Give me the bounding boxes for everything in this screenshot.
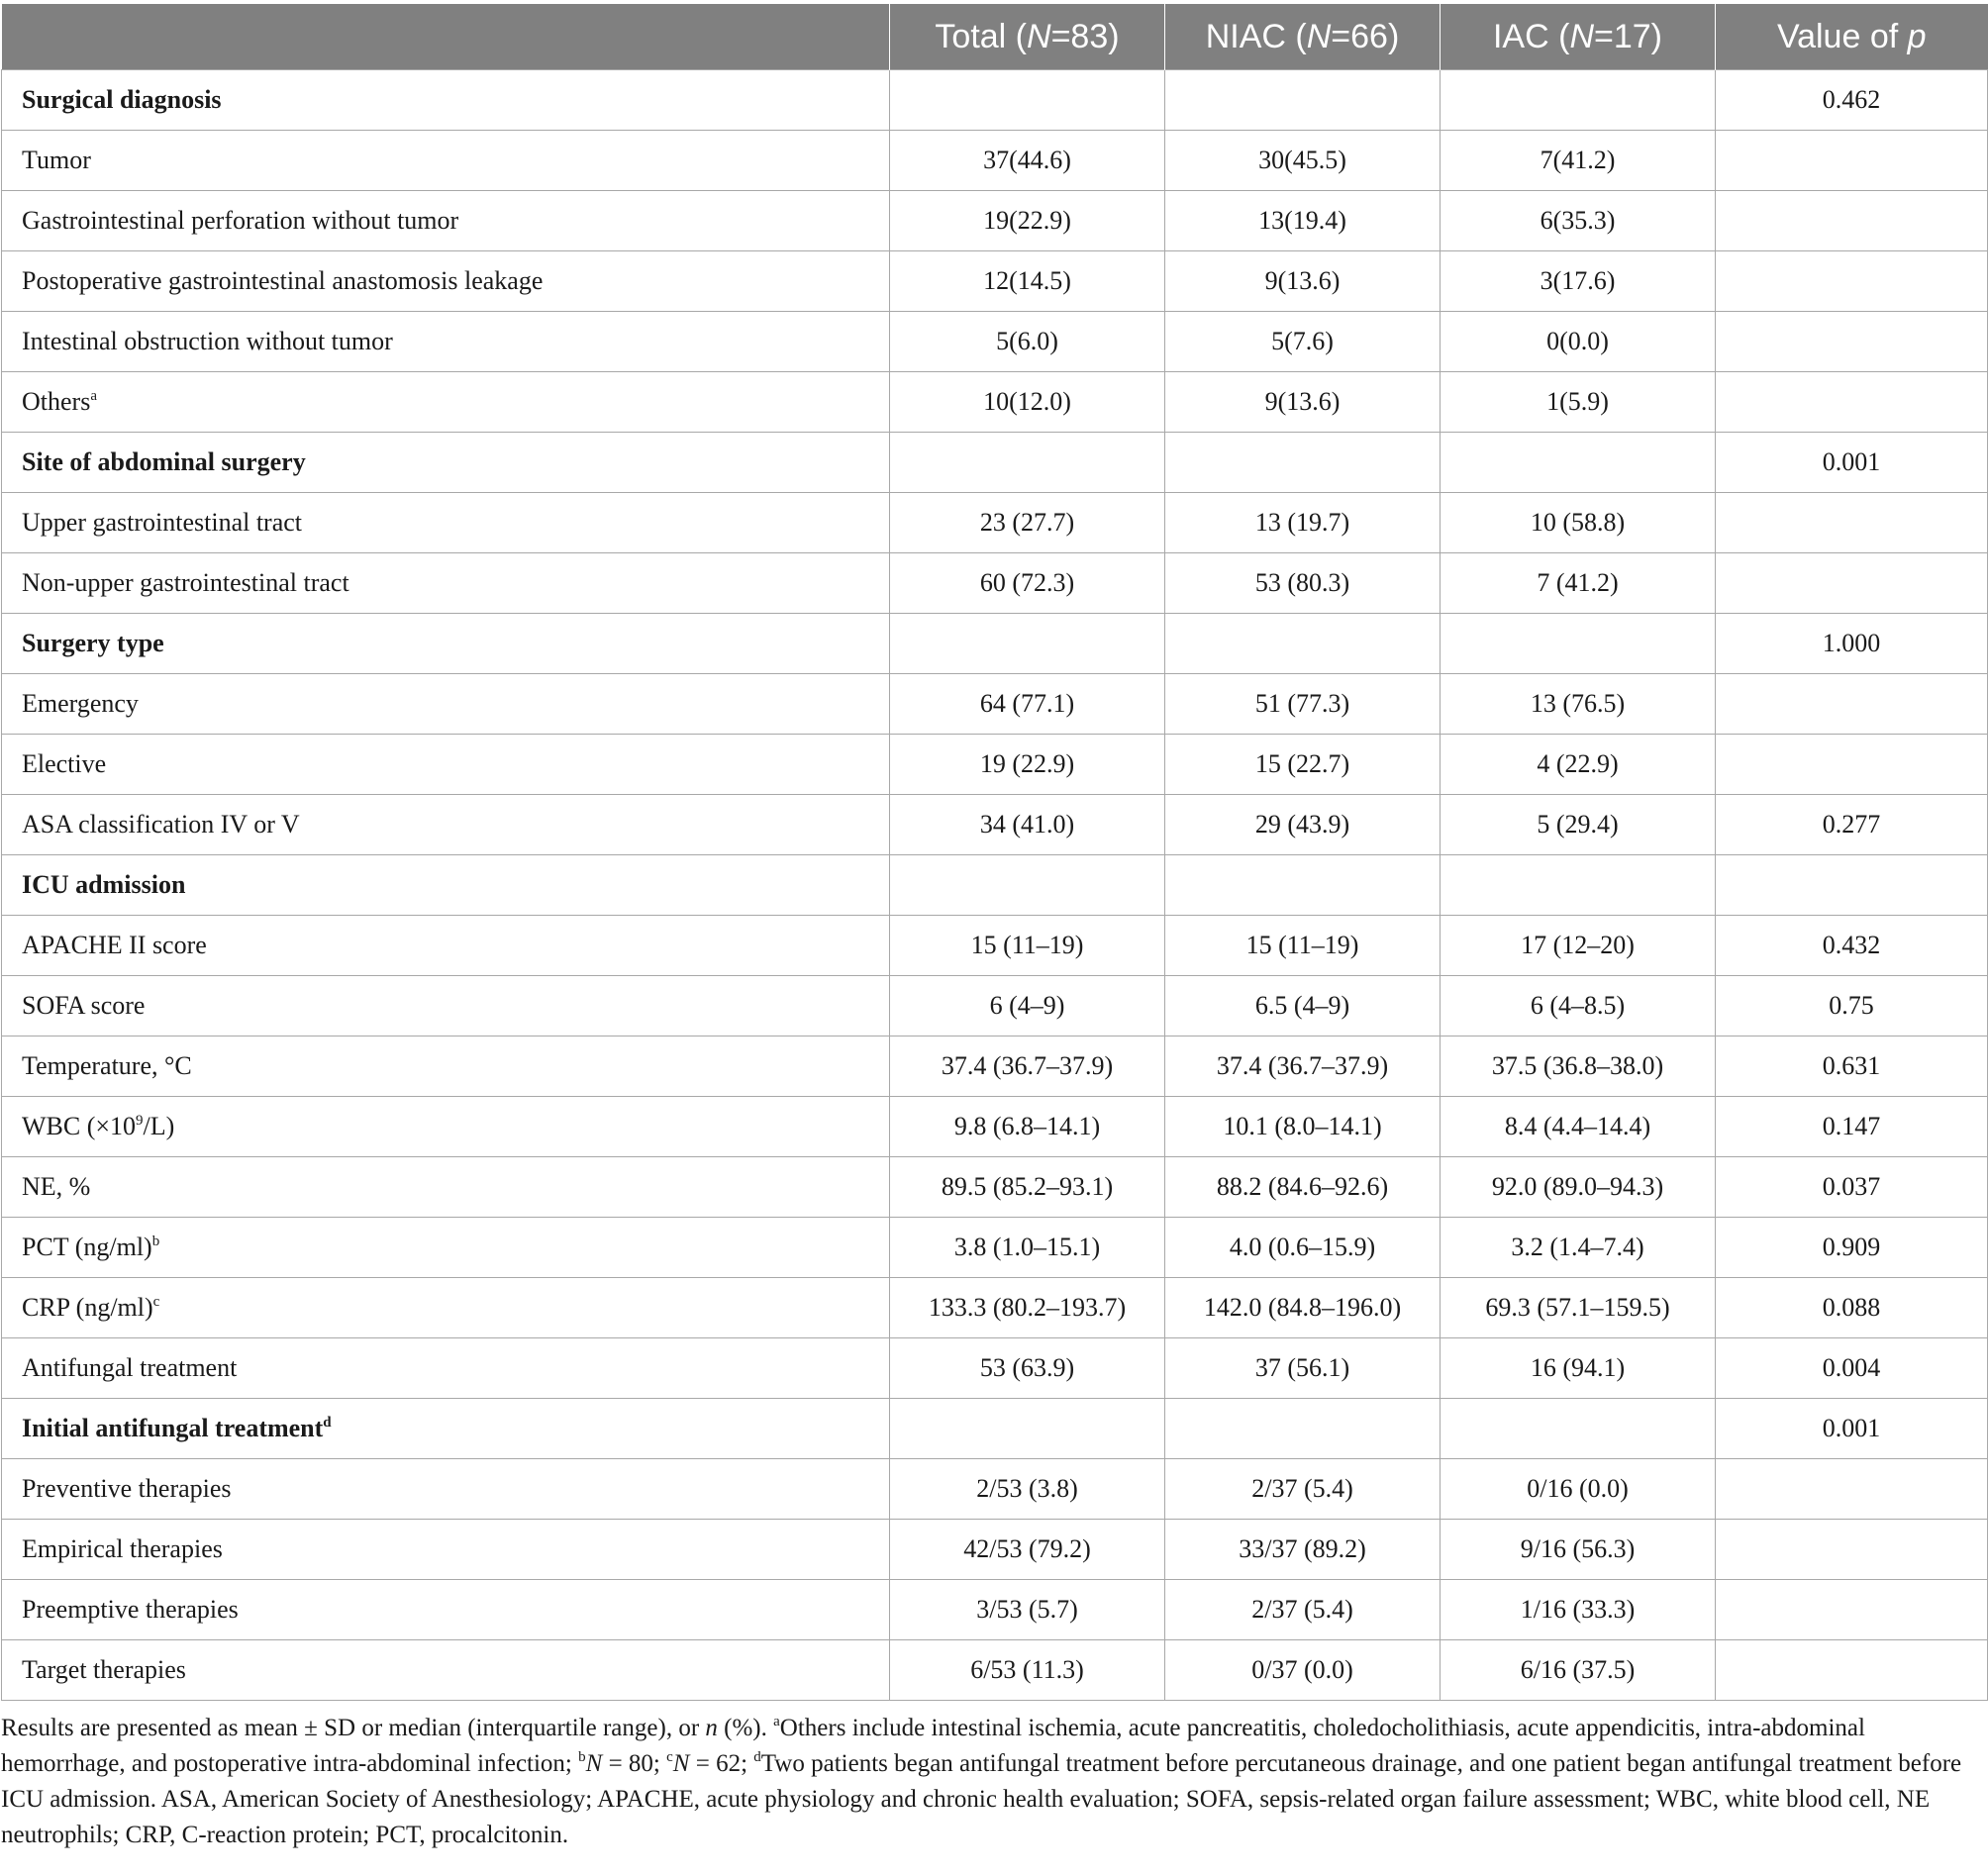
cell-total: [890, 433, 1165, 493]
table-row: [2, 553, 1988, 614]
cell-iac: 5 (29.4): [1441, 795, 1716, 855]
table-row: [2, 674, 1988, 735]
row-label: NE, %: [2, 1157, 890, 1218]
cell-p-value: [1716, 1640, 1988, 1701]
cell-p-value: [1716, 1520, 1988, 1580]
table-row: [2, 251, 1988, 312]
cell-iac: 7(41.2): [1441, 131, 1716, 191]
cell-iac: 17 (12–20): [1441, 916, 1716, 976]
table-row: [2, 1218, 1988, 1278]
table-row: [2, 1640, 1988, 1701]
table-row: [2, 312, 1988, 372]
cell-total: 6/53 (11.3): [890, 1640, 1165, 1701]
cell-p-value: [1716, 553, 1988, 614]
row-label: Site of abdominal surgery: [2, 433, 890, 493]
cell-iac: 6/16 (37.5): [1441, 1640, 1716, 1701]
cell-p-value: 0.75: [1716, 976, 1988, 1037]
cell-niac: 9(13.6): [1165, 251, 1441, 312]
cell-niac: 33/37 (89.2): [1165, 1520, 1441, 1580]
row-label: APACHE II score: [2, 916, 890, 976]
cell-niac: 37.4 (36.7–37.9): [1165, 1037, 1441, 1097]
cell-total: 9.8 (6.8–14.1): [890, 1097, 1165, 1157]
table-row: [2, 1459, 1988, 1520]
table-row: [2, 1580, 1988, 1640]
cell-total: 12(14.5): [890, 251, 1165, 312]
cell-iac: 1(5.9): [1441, 372, 1716, 433]
table-row: [2, 1037, 1988, 1097]
cell-total: 42/53 (79.2): [890, 1520, 1165, 1580]
cell-p-value: [1716, 251, 1988, 312]
cell-p-value: 1.000: [1716, 614, 1988, 674]
cell-p-value: [1716, 674, 1988, 735]
cell-total: 10(12.0): [890, 372, 1165, 433]
cell-p-value: 0.001: [1716, 433, 1988, 493]
cell-niac: 13(19.4): [1165, 191, 1441, 251]
cell-niac: [1165, 1399, 1441, 1459]
table-row: [2, 1520, 1988, 1580]
cell-p-value: 0.909: [1716, 1218, 1988, 1278]
cell-iac: 13 (76.5): [1441, 674, 1716, 735]
table-row: [2, 191, 1988, 251]
cell-p-value: 0.277: [1716, 795, 1988, 855]
cell-niac: 13 (19.7): [1165, 493, 1441, 553]
footnote-marker: b: [151, 1234, 160, 1249]
row-label: ICU admission: [2, 855, 890, 916]
cell-niac: 37 (56.1): [1165, 1338, 1441, 1399]
cell-total: 64 (77.1): [890, 674, 1165, 735]
cell-total: 53 (63.9): [890, 1338, 1165, 1399]
cell-niac: 9(13.6): [1165, 372, 1441, 433]
cell-total: 133.3 (80.2–193.7): [890, 1278, 1165, 1338]
cell-iac: 8.4 (4.4–14.4): [1441, 1097, 1716, 1157]
table-section-row: [2, 1399, 1988, 1459]
table-row: [2, 916, 1988, 976]
cell-iac: 92.0 (89.0–94.3): [1441, 1157, 1716, 1218]
cell-p-value: [1716, 1580, 1988, 1640]
row-label: Tumor: [2, 131, 890, 191]
cell-total: 34 (41.0): [890, 795, 1165, 855]
header-iac: IAC (N=17): [1441, 4, 1716, 70]
cell-total: 3/53 (5.7): [890, 1580, 1165, 1640]
table-container: [0, 4, 1988, 1853]
cell-niac: 142.0 (84.8–196.0): [1165, 1278, 1441, 1338]
header-row: [2, 4, 1988, 70]
cell-iac: 7 (41.2): [1441, 553, 1716, 614]
row-label: Initial antifungal treatment$^d$: [2, 1399, 890, 1459]
table-footnote: Results are presented as mean ± SD or median (interquartile range), or n (%). $^a$Others include intestinal ischemia, acute pancreatitis, choledocholithiasis, acute appendicitis, intra-abdominal hemorrhage, and postoperative intra-abdominal infection; $^b$N = 80; $^c$N = 62; $^d$Two patients began antifungal treatment before percutaneous drainage, and one patient began antifungal treatment before ICU admission. ASA, American Society of Anesthesiology; APACHE, acute physiology and chronic health evaluation; SOFA, sepsis-related organ failure assessment; WBC, white blood cell, NE neutrophils; CRP, C-reaction protein; PCT, procalcitonin.: [1, 1714, 1962, 1848]
table-row: [2, 372, 1988, 433]
table-row: [2, 1097, 1988, 1157]
cell-niac: [1165, 70, 1441, 131]
row-label: CRP $(ng/ml)^c$: [2, 1278, 890, 1338]
cell-niac: 6.5 (4–9): [1165, 976, 1441, 1037]
row-label: Surgical diagnosis: [2, 70, 890, 131]
row-label: Preventive therapies: [2, 1459, 890, 1520]
table-row: [2, 131, 1988, 191]
cell-total: 15 (11–19): [890, 916, 1165, 976]
cell-iac: 16 (94.1): [1441, 1338, 1716, 1399]
cell-niac: 2/37 (5.4): [1165, 1459, 1441, 1520]
cell-iac: 10 (58.8): [1441, 493, 1716, 553]
cell-iac: 37.5 (36.8–38.0): [1441, 1037, 1716, 1097]
header-blank: [2, 4, 890, 70]
cell-total: [890, 1399, 1165, 1459]
cell-iac: [1441, 433, 1716, 493]
row-label: WBC $(\times 10^9/L)$: [2, 1097, 890, 1157]
table-row: [2, 1338, 1988, 1399]
row-label: Non-upper gastrointestinal tract: [2, 553, 890, 614]
table-section-row: [2, 433, 1988, 493]
cell-niac: 88.2 (84.6–92.6): [1165, 1157, 1441, 1218]
cell-total: 3.8 (1.0–15.1): [890, 1218, 1165, 1278]
table-row: [2, 1157, 1988, 1218]
cell-p-value: 0.631: [1716, 1037, 1988, 1097]
cell-niac: 5(7.6): [1165, 312, 1441, 372]
row-label: Preemptive therapies: [2, 1580, 890, 1640]
cell-iac: [1441, 855, 1716, 916]
table-row: [2, 493, 1988, 553]
cell-iac: 0/16 (0.0): [1441, 1459, 1716, 1520]
row-label: ASA classification IV or V: [2, 795, 890, 855]
cell-niac: [1165, 855, 1441, 916]
cell-niac: [1165, 433, 1441, 493]
table-body: [2, 70, 1988, 1701]
cell-total: 2/53 (3.8): [890, 1459, 1165, 1520]
row-label: Target therapies: [2, 1640, 890, 1701]
cell-total: 6 (4–9): [890, 976, 1165, 1037]
footnote-marker: a: [90, 388, 97, 404]
cell-p-value: 0.037: [1716, 1157, 1988, 1218]
cell-p-value: 0.004: [1716, 1338, 1988, 1399]
cell-iac: [1441, 614, 1716, 674]
cell-p-value: 0.462: [1716, 70, 1988, 131]
cell-niac: 51 (77.3): [1165, 674, 1441, 735]
cell-niac: 30(45.5): [1165, 131, 1441, 191]
table-row: [2, 795, 1988, 855]
cell-iac: 6(35.3): [1441, 191, 1716, 251]
table-row: [2, 735, 1988, 795]
footnote-marker: d: [323, 1415, 332, 1431]
cell-p-value: 0.001: [1716, 1399, 1988, 1459]
cell-iac: [1441, 1399, 1716, 1459]
cell-iac: 3.2 (1.4–7.4): [1441, 1218, 1716, 1278]
footnote-marker: c: [152, 1294, 160, 1310]
table-section-row: [2, 70, 1988, 131]
cell-p-value: [1716, 855, 1988, 916]
cell-total: [890, 70, 1165, 131]
cell-total: [890, 614, 1165, 674]
cell-p-value: [1716, 372, 1988, 433]
cell-iac: 0(0.0): [1441, 312, 1716, 372]
header-total: Total (N=83): [890, 4, 1165, 70]
cell-iac: 4 (22.9): [1441, 735, 1716, 795]
cell-total: 60 (72.3): [890, 553, 1165, 614]
cell-niac: 10.1 (8.0–14.1): [1165, 1097, 1441, 1157]
row-label: SOFA score: [2, 976, 890, 1037]
table-section-row: [2, 614, 1988, 674]
row-label: Emergency: [2, 674, 890, 735]
row-label: Gastrointestinal perforation without tumor: [2, 191, 890, 251]
cell-total: 23 (27.7): [890, 493, 1165, 553]
table-row: [2, 976, 1988, 1037]
cell-iac: 3(17.6): [1441, 251, 1716, 312]
cell-total: 89.5 (85.2–93.1): [890, 1157, 1165, 1218]
cell-iac: 6 (4–8.5): [1441, 976, 1716, 1037]
row-label: Antifungal treatment: [2, 1338, 890, 1399]
cell-total: 19(22.9): [890, 191, 1165, 251]
cell-iac: [1441, 70, 1716, 131]
cell-p-value: 0.088: [1716, 1278, 1988, 1338]
cell-niac: 2/37 (5.4): [1165, 1580, 1441, 1640]
cell-total: 37(44.6): [890, 131, 1165, 191]
row-label: Intestinal obstruction without tumor: [2, 312, 890, 372]
cell-niac: 0/37 (0.0): [1165, 1640, 1441, 1701]
row-label: Surgery type: [2, 614, 890, 674]
cell-iac: 1/16 (33.3): [1441, 1580, 1716, 1640]
cell-p-value: [1716, 735, 1988, 795]
cell-p-value: [1716, 493, 1988, 553]
row-label: Elective: [2, 735, 890, 795]
cell-total: 37.4 (36.7–37.9): [890, 1037, 1165, 1097]
cell-niac: [1165, 614, 1441, 674]
cell-p-value: 0.147: [1716, 1097, 1988, 1157]
cell-niac: 15 (11–19): [1165, 916, 1441, 976]
cell-total: 5(6.0): [890, 312, 1165, 372]
header-p-value: Value of p: [1716, 4, 1988, 70]
header-niac: NIAC (N=66): [1165, 4, 1441, 70]
row-label: Others$^a$: [2, 372, 890, 433]
row-label: PCT $(ng/ml)^b$: [2, 1218, 890, 1278]
cell-total: 19 (22.9): [890, 735, 1165, 795]
cell-total: [890, 855, 1165, 916]
table-row: [2, 1278, 1988, 1338]
cell-p-value: [1716, 191, 1988, 251]
row-label: Empirical therapies: [2, 1520, 890, 1580]
cell-niac: 53 (80.3): [1165, 553, 1441, 614]
cell-p-value: [1716, 1459, 1988, 1520]
row-label: Postoperative gastrointestinal anastomosis leakage: [2, 251, 890, 312]
cell-niac: 4.0 (0.6–15.9): [1165, 1218, 1441, 1278]
cell-p-value: [1716, 312, 1988, 372]
cell-iac: 9/16 (56.3): [1441, 1520, 1716, 1580]
table-section-row: [2, 855, 1988, 916]
cell-niac: 29 (43.9): [1165, 795, 1441, 855]
row-label: Temperature, °C: [2, 1037, 890, 1097]
baseline-characteristics-table: [1, 4, 1988, 1701]
cell-niac: 15 (22.7): [1165, 735, 1441, 795]
cell-p-value: [1716, 131, 1988, 191]
cell-p-value: 0.432: [1716, 916, 1988, 976]
row-label: Upper gastrointestinal tract: [2, 493, 890, 553]
cell-iac: 69.3 (57.1–159.5): [1441, 1278, 1716, 1338]
